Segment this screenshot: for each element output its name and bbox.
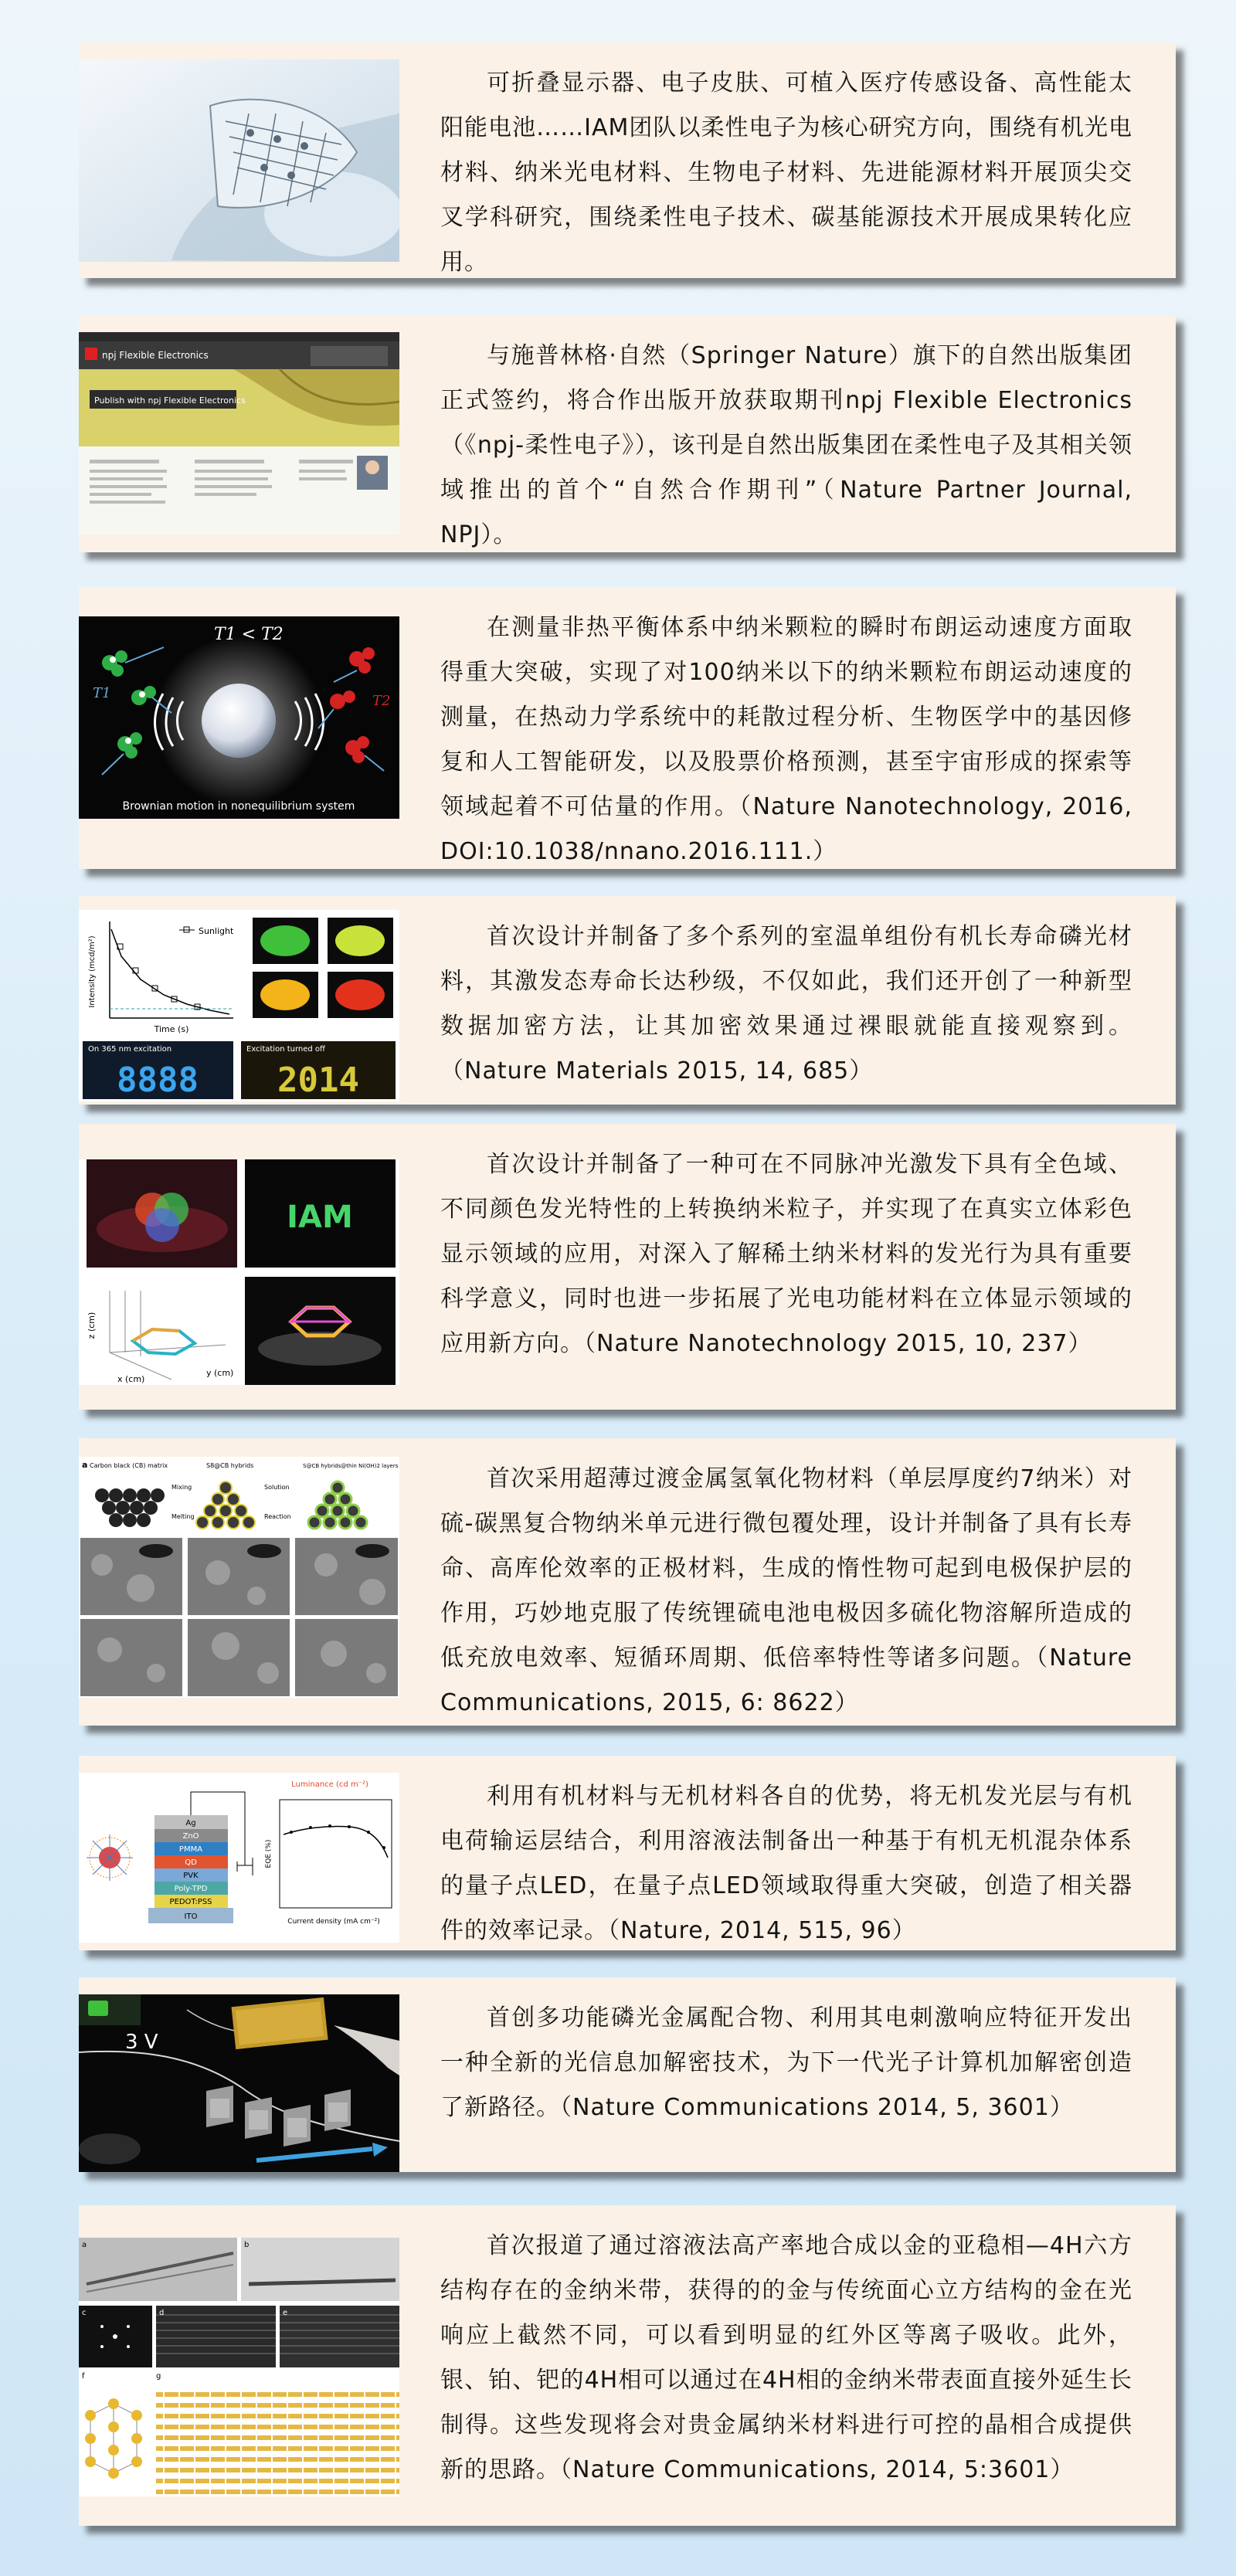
s8-cb-label: S8@CB hybrids [206, 1462, 254, 1469]
z-axis-label: z (cm) [87, 1312, 97, 1339]
flexible-circuit-image [79, 59, 399, 262]
card-5 [79, 1124, 1176, 1410]
digits-on: 8888 [117, 1061, 199, 1100]
panel-a-label: a [82, 2241, 87, 2249]
card-text: 利用有机材料与无机材料各自的优势，将无机发光层与有机电荷输运层结合，利用溶液法制备出一种基于有机无机混杂体系的量子点LED，在量子点LED领域取得重大突破，创造了相关器件的效率记录。（Nature, 2014, 515, 96） [440, 1783, 1132, 1944]
card-text: 首次采用超薄过渡金属氢氧化物材料（单层厚度约7纳米）对硫-碳黑复合物纳米单元进行微包覆处理，设计并制备了具有长寿命、高库伦效率的正极材料，生成的惰性物可起到电极保护层的作用，巧妙地克服了传统锂硫电池电极因多硫化物溶解所造成的低充放电效率、短循环周期、低倍率特性等诸多问题。（Nature Communications, 2015, 6: 8622） [440, 1465, 1132, 1716]
qled-device-image [79, 1773, 399, 1943]
card-text: 可折叠显示器、电子皮肤、可植入医疗传感设备、高性能太阳能电池……IAM团队以柔性电子为核心研究方向，围绕有机光电材料、纳米光电材料、生物电子材料、先进能源材料开展顶尖交叉学科研究，围绕柔性电子技术、碳基能源技术开展成果转化应用。 [440, 70, 1132, 276]
layer-label-ito: ITO [184, 1912, 198, 1921]
panel-e-label: e [283, 2309, 288, 2317]
card-text: 首次设计并制备了一种可在不同脉冲光激发下具有全色域、不同颜色发光特性的上转换纳米粒子，并实现了在真实立体彩色显示领域的应用，对深入了解稀土纳米材料的发光行为具有重要科学意义，同时也进一步拓展了光电功能材料在立体显示领域的应用新方向。（Nature Nanotechnology 2015, 10, 237） [440, 1151, 1132, 1357]
layer-label-ag: Ag [185, 1819, 196, 1828]
panel-b-label: b [244, 2241, 250, 2249]
journal-website-image [79, 332, 399, 535]
t1-label: T1 [93, 685, 111, 701]
card-3 [79, 587, 1176, 869]
brownian-caption: Brownian motion in nonequilibrium system [122, 800, 355, 813]
temperature-formula: T1 < T2 [214, 625, 284, 644]
luminance-title: Luminance (cd m⁻²) [291, 1780, 368, 1789]
panel-f-label: f [82, 2372, 85, 2381]
card-text: 在测量非热平衡体系中纳米颗粒的瞬时布朗运动速度方面取得重大突破，实现了对100纳米以下的纳米颗粒布朗运动速度的测量，在热动力学系统中的耗散过程分析、生物医学中的基因修复和人工智能研发，以及股票价格预测，甚至宇宙形成的探索等领域起着不可估量的作用。（Nature Nanotechnology, 2016, DOI:10.1038/nnano.2016.111.） [440, 614, 1132, 865]
current-density-label: Current density (mA cm⁻²) [287, 1918, 380, 1926]
layer-label-pvk: PVK [183, 1872, 199, 1880]
card-2 [79, 315, 1176, 552]
chart-xlabel: Time (s) [154, 1024, 189, 1034]
journal-banner-text: Publish with npj Flexible Electronics [94, 395, 246, 406]
layer-label-polytpd: Poly-TPD [174, 1885, 208, 1893]
battery-material-image [79, 1457, 399, 1698]
on-excitation-label: On 365 nm excitation [88, 1045, 172, 1054]
melting-label: Melting [171, 1513, 195, 1520]
mixing-label: Mixing [171, 1484, 192, 1491]
reaction-label: Reaction [264, 1513, 291, 1520]
panel-g-label: g [156, 2372, 161, 2381]
card-7 [79, 1756, 1176, 1950]
x-axis-label: x (cm) [117, 1374, 145, 1384]
card-9 [79, 2205, 1176, 2526]
card-text: 首次设计并制备了多个系列的室温单组份有机长寿命磷光材料，其激发态寿命长达秒级，不仅如此，我们还开创了一种新型数据加密方法，让其加密效果通过裸眼就能直接观察到。（Nature Materials 2015, 14, 685） [440, 923, 1132, 1084]
solution-label: Solution [264, 1484, 290, 1491]
cb-matrix-label: Carbon black (CB) matrix [90, 1462, 168, 1469]
upconversion-display-image [79, 1159, 399, 1385]
coated-label: S@CB hybrids@thin Ni(OH)2 layers [303, 1463, 399, 1469]
y-axis-label: y (cm) [206, 1368, 234, 1378]
off-excitation-label: Excitation turned off [246, 1045, 325, 1054]
voltage-label: 3 V [125, 2031, 158, 2054]
t2-label: T2 [372, 693, 391, 709]
card-text: 首创多功能磷光金属配合物、利用其电刺激响应特征开发出一种全新的光信息加解密技术，为下一代光子计算机加解密创造了新路径。（Nature Communications 2014, 5, 3601） [440, 2004, 1132, 2121]
iam-display-text: IAM [287, 1200, 353, 1235]
brownian-motion-image [79, 616, 399, 819]
eqe-label: EQE (%) [265, 1839, 273, 1868]
journal-header-text: npj Flexible Electronics [102, 350, 209, 361]
card-text: 与施普林格·自然（Springer Nature）旗下的自然出版集团正式签约，将合作出版开放获取期刊npj Flexible Electronics（《npj-柔性电子》），该刊是自然出版集团在柔性电子及其相关领域推出的首个“自然合作期刊”（Nature Partner Journal, NPJ）。 [440, 342, 1132, 548]
encryption-device-image [79, 1994, 399, 2172]
card-1 [79, 42, 1176, 278]
card-8 [79, 1977, 1176, 2172]
card-text: 首次报道了通过溶液法高产率地合成以金的亚稳相—4H六方结构存在的金纳米带，获得的的金与传统面心立方结构的金在光响应上截然不同，可以看到明显的红外区等离子吸收。此外，银、铂、钯的4H相可以通过在4H相的金纳米带表面直接外延生长制得。这些发现将会对贵金属纳米材料进行可控的晶相合成提供新的思路。（Nature Communications, 2014, 5:3601） [440, 2232, 1132, 2483]
card-4 [79, 896, 1176, 1105]
panel-label-a: a [82, 1460, 88, 1470]
card-6 [79, 1438, 1176, 1726]
digits-off: 2014 [277, 1061, 359, 1100]
gold-nanoribbon-image [79, 2238, 399, 2496]
panel-c-label: c [82, 2309, 87, 2317]
layer-label-qd: QD [185, 1858, 197, 1867]
layer-label-zno: ZnO [182, 1832, 199, 1841]
panel-d-label: d [159, 2309, 165, 2317]
phosphorescence-image [79, 910, 399, 1101]
layer-label-pmma: PMMA [178, 1845, 203, 1854]
chart-ylabel: Intensity (mcd/m²) [88, 935, 97, 1008]
chart-legend: Sunlight [199, 926, 234, 936]
layer-label-pedot: PEDOT:PSS [169, 1898, 212, 1906]
